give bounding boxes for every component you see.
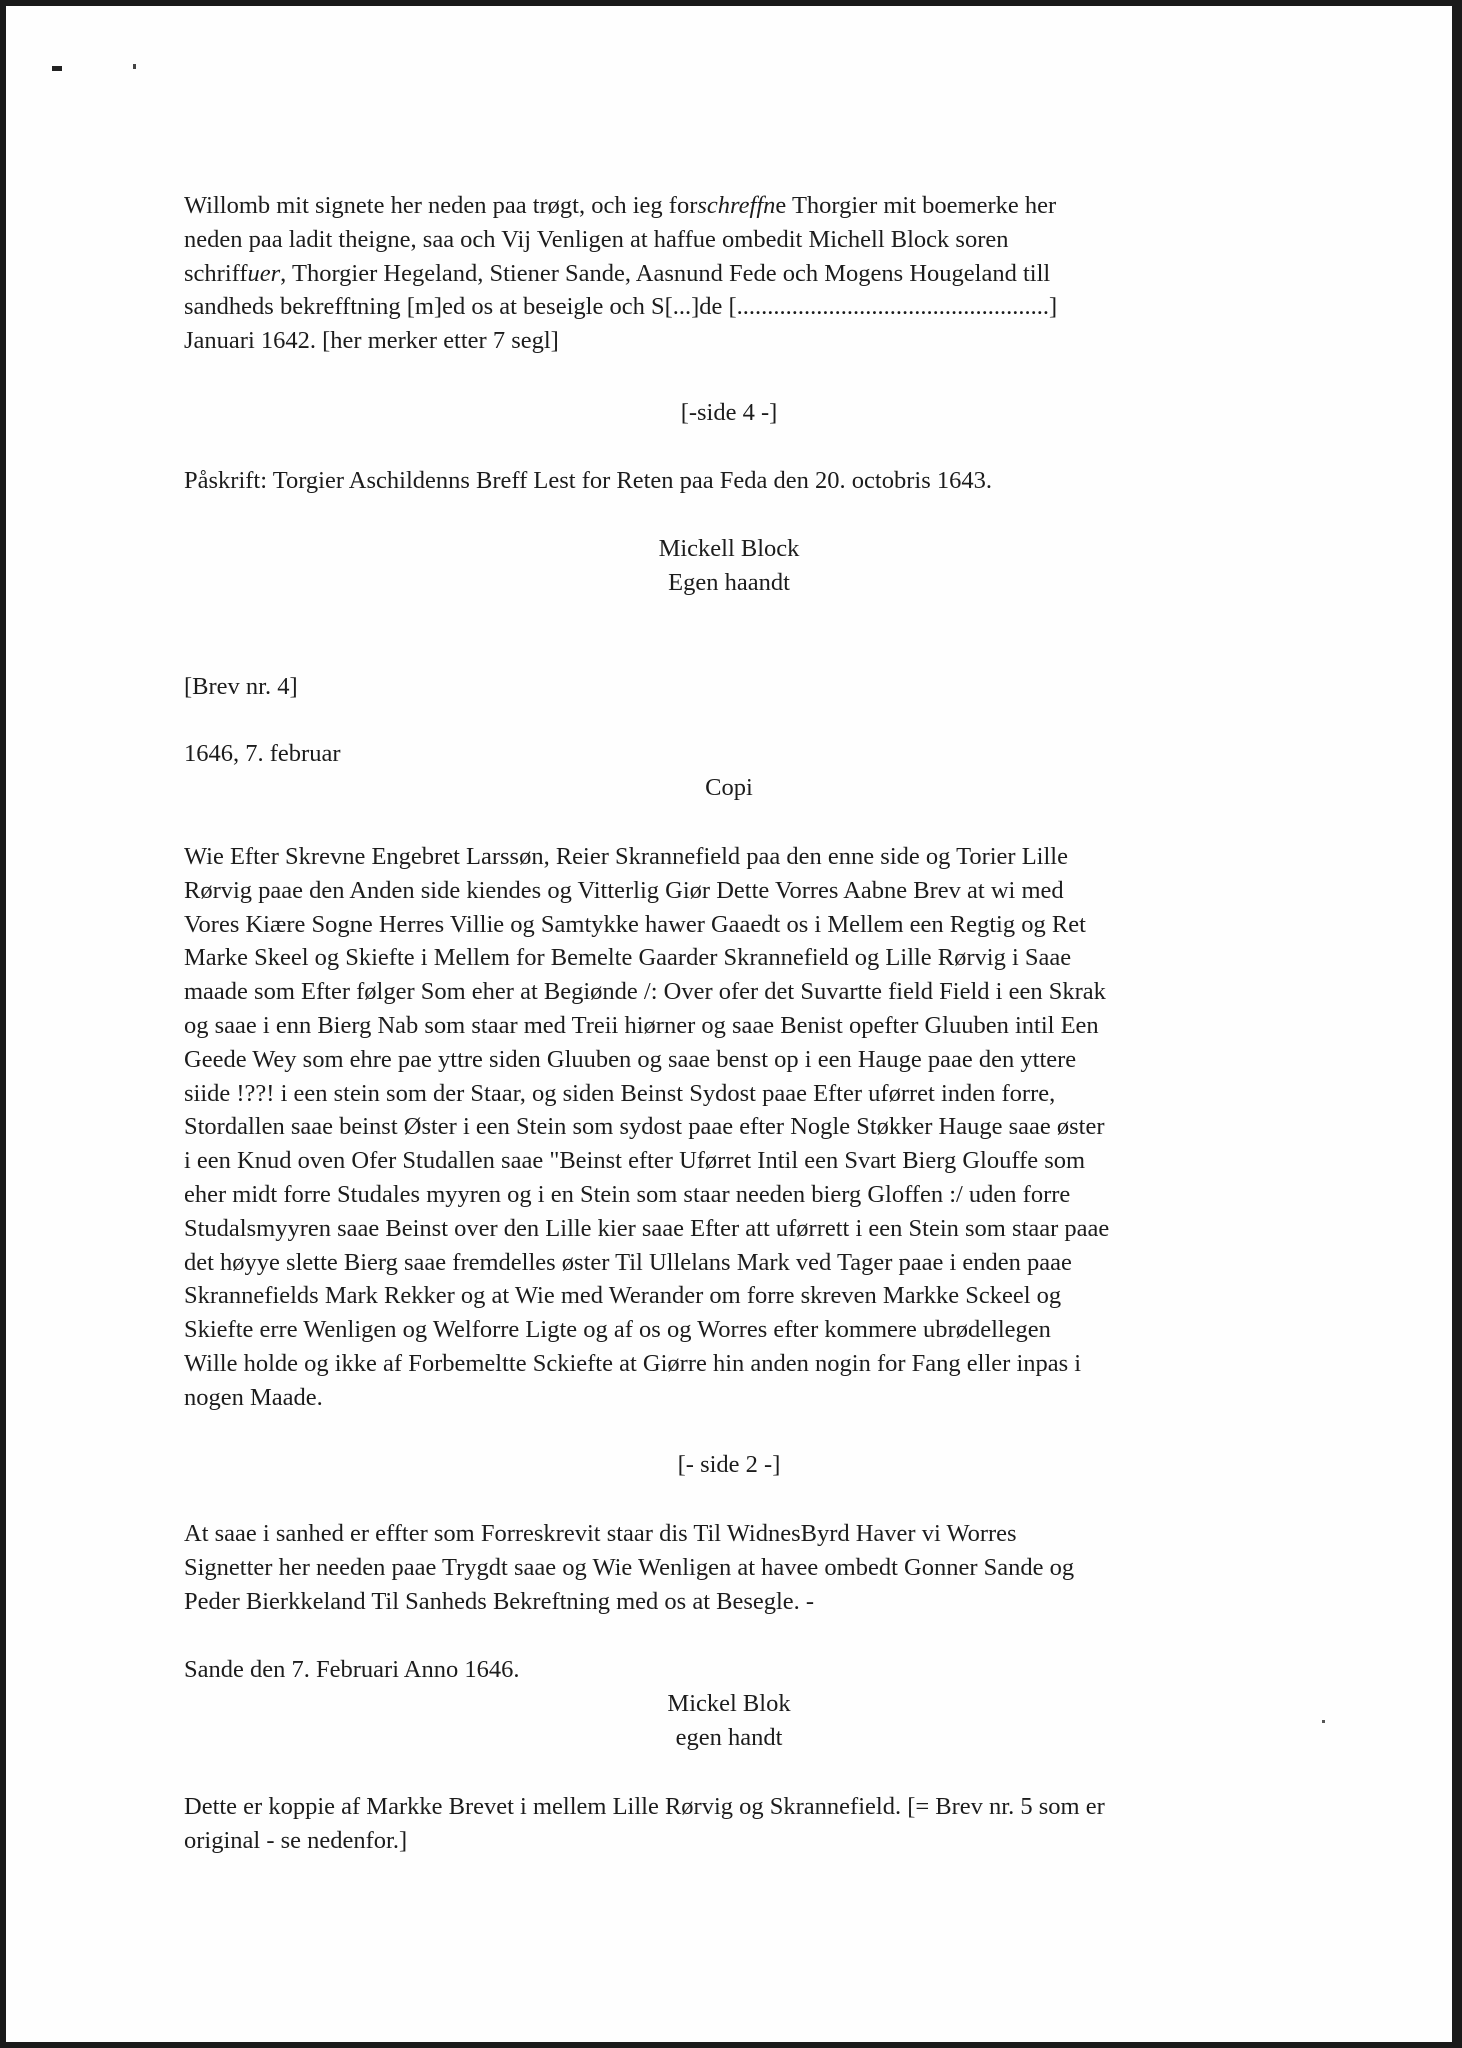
text-line: Wille holde og ikke af Forbemeltte Sckiefte at Giørre hin anden nogin for Fang eller inpas i xyxy=(184,1349,1082,1377)
text-segment: Willomb mit signete her neden paa trøgt, och ieg for xyxy=(184,192,698,219)
letter-date: 1646, 7. februar xyxy=(184,740,341,767)
italic-segment: schreffn xyxy=(697,192,776,219)
signature-sub: egen handt xyxy=(675,1724,783,1751)
text-line xyxy=(184,189,1294,223)
paragraph-boundary-description xyxy=(184,840,1294,1415)
text-line: Wie Efter Skrevne Engebret Larssøn, Reier Skrannefield paa den enne side og Torier Lille xyxy=(184,843,1068,870)
document-page xyxy=(6,6,1452,2042)
text-line: eher midt forre Studales myyren og i en Stein som staar needen bierg Gloffen :/ uden forre xyxy=(184,1180,1071,1208)
signature-sub: Egen haandt xyxy=(668,569,790,596)
text-line: Marke Skeel og Skiefte i Mellem for Bemelte Gaarder Skrannefield og Lille Rørvig i Saae xyxy=(184,944,1072,972)
italic-segment: uer xyxy=(247,259,281,287)
text-segment: e Thorgier mit boemerke her xyxy=(775,192,1057,219)
page-marker: [-side 4 -] xyxy=(680,399,778,426)
paragraph-witness xyxy=(184,1517,1294,1618)
letter-header: [Brev nr. 4] xyxy=(184,673,298,700)
scan-mark xyxy=(1322,1720,1325,1723)
text-line: At saae i sanhed er effter som Forreskrevit staar dis Til WidnesByrd Haver vi Worres xyxy=(184,1520,1017,1547)
text-line: det høyye slette Bierg saae fremdelles øster Til Ullelans Mark ved Tager paae i enden paae xyxy=(184,1248,1072,1276)
text-line: neden paa ladit theigne, saa och Vij Venligen at haffue ombedit Michell Block soren xyxy=(184,225,1009,253)
text-line: Vores Kiære Sogne Herres Villie og Samtykke hawer Gaaedt os i Mellem een Regtig og Ret xyxy=(184,910,1086,938)
text-line: Peder Bierkkeland Til Sanheds Bekreftning med os at Besegle. - xyxy=(184,1587,815,1615)
text-line: Rørvig paae den Anden side kiendes og Vitterlig Giør Dette Vorres Aabne Brev at wi med xyxy=(184,876,1064,904)
text-line: Skrannefields Mark Rekker og at Wie med Werander om forre skreven Markke Sckeel og xyxy=(184,1282,1062,1310)
signature-name: Mickell Block xyxy=(658,535,800,562)
text-line: maade som Efter følger Som eher at Begiønde /: Over ofer det Suvartte field Field i een Skrak xyxy=(184,978,1106,1006)
paragraph-note xyxy=(184,1790,1294,1858)
place-date: Sande den 7. Februari Anno 1646. xyxy=(184,1656,520,1683)
text-line: Geede Wey som ehre pae yttre siden Gluuben og saae benst op i een Hauge paae den yttere xyxy=(184,1045,1077,1073)
text-line: Studalsmyyren saae Beinst over den Lille kier saae Efter att uførrett i een Stein som staar paae xyxy=(184,1214,1110,1242)
scan-mark xyxy=(52,66,62,71)
text-line: sandheds bekrefftning [m]ed os at beseigle och S[...]de [...................................................] xyxy=(184,293,1058,321)
text-line: Skiefte erre Wenligen og Welforre Ligte og af os og Worres efter kommere ubrødellegen xyxy=(184,1316,1051,1344)
text-line: nogen Maade. xyxy=(184,1383,323,1411)
text-line: Stordallen saae beinst Øster i een Stein som sydost paae efter Nogle Støkker Hauge saae øster xyxy=(184,1113,1105,1141)
text-line: original - se nedenfor.] xyxy=(184,1826,408,1854)
scan-mark xyxy=(133,64,136,69)
endorsement-line: Påskrift: Torgier Aschildenns Breff Lest for Reten paa Feda den 20. octobris 1643. xyxy=(184,467,992,494)
text-line xyxy=(184,257,1294,291)
text-line: Signetter her needen paae Trygdt saae og Wie Wenligen at havee ombedt Gonner Sande og xyxy=(184,1553,1075,1581)
text-segment: , Thorgier Hegeland, Stiener Sande, Aasnund Fede och Mogens Hougeland till xyxy=(280,259,1051,287)
text-line: og saae i enn Bierg Nab som staar med Treii hiørner og saae Benist opefter Gluuben intil Een xyxy=(184,1011,1099,1039)
text-line: Dette er koppie af Markke Brevet i mellem Lille Rørvig og Skrannefield. [= Brev nr. 5 som er xyxy=(184,1793,1105,1820)
page-marker: [- side 2 -] xyxy=(677,1451,781,1478)
text-line: i een Knud oven Ofer Studallen saae "Beinst efter Uførret Intil een Svart Bierg Glouffe som xyxy=(184,1147,1086,1175)
text-line: siide !??! i een stein som der Staar, og siden Beinst Sydost paae Efter uførret inden forre, xyxy=(184,1079,1056,1107)
text-segment: schriff xyxy=(184,259,248,287)
signature-name: Mickel Blok xyxy=(667,1690,791,1717)
text-line: Januari 1642. [her merker etter 7 segl] xyxy=(184,327,559,355)
copy-label: Copi xyxy=(705,774,753,801)
paragraph-seal-text xyxy=(184,189,1294,358)
